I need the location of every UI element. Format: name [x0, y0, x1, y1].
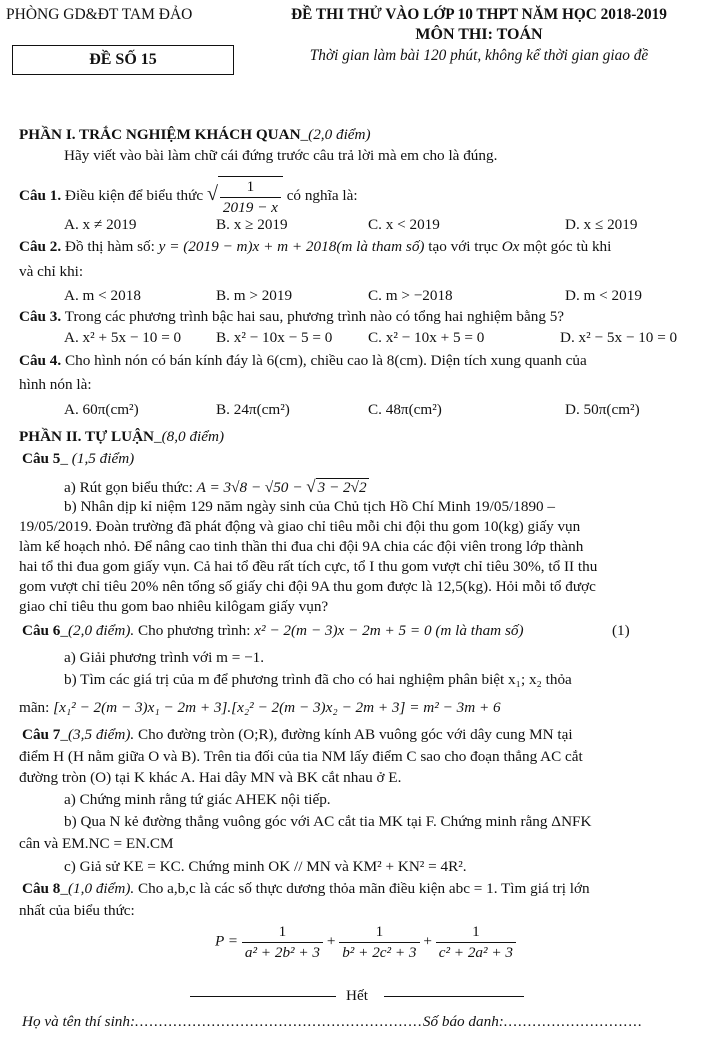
- axis-name: Ox: [501, 238, 520, 255]
- question-text: Cho đường tròn (O;R), đường kính AB vuông góc với dây cung MN tại: [138, 726, 573, 743]
- q5b-line-4: hai tổ thi đua gom giấy vụn. Cả hai tổ đều rất tích cực, tổ I thu gom vượt chỉ tiêu 30%, tổ II thu: [19, 558, 598, 575]
- condition-label: mãn:: [19, 699, 50, 716]
- condition-formula: [x₁² − 2(m − 3)x₁ − 2m + 3].[x₂² − 2(m − 3)x₂ − 2m + 3] = m² − 3m + 6: [53, 699, 501, 716]
- question-label: Câu 4.: [19, 352, 62, 369]
- function-formula: y = (2019 − m)x + m + 2018: [158, 238, 337, 255]
- fraction-numerator: 1: [220, 177, 281, 198]
- fraction-numerator: 1: [436, 922, 516, 943]
- candidate-name-field: [22, 1012, 643, 1032]
- exam-subject: MÔN THI: TOÁN: [415, 25, 543, 43]
- part2-points: _(8,0 điểm): [154, 428, 225, 445]
- end-divider-left: [190, 996, 336, 997]
- fraction-3: [436, 922, 516, 963]
- question-label: Câu 5: [22, 450, 61, 467]
- name-dots: ............................................................: [135, 1013, 423, 1030]
- question-6b-condition: [19, 698, 710, 718]
- q5b-line-3: làm kế hoạch nhỏ. Để nâng cao tinh thần thi đua chi đội 9A chia các đội viên trong lớp thành: [19, 538, 584, 555]
- question-7b-line2: cân và EM.NC = EN.CM: [19, 835, 174, 852]
- question-6: [22, 621, 710, 641]
- fraction: [218, 176, 283, 218]
- option-b: B. 24π(cm²): [216, 401, 290, 418]
- question-text: Điều kiện để biểu thức: [65, 187, 204, 205]
- parameter-note: (m là tham số): [435, 622, 524, 639]
- candidate-id-label: Số báo danh:: [422, 1013, 504, 1030]
- question-points: _(3,5 điểm).: [60, 726, 135, 743]
- exam-title-block: [244, 5, 714, 66]
- question-2-line2: và chỉ khi:: [19, 263, 84, 280]
- question-2: [19, 237, 710, 257]
- question-label: Câu 2.: [19, 238, 62, 255]
- question-7: [22, 725, 710, 745]
- question-points: _ (1,5 điểm): [60, 450, 135, 467]
- p-label: P =: [215, 932, 239, 950]
- fraction-numerator: 1: [339, 922, 419, 943]
- department-name: PHÒNG GD&ĐT TAM ĐẢO: [6, 6, 193, 23]
- question-4-line2: hình nón là:: [19, 376, 92, 393]
- end-divider-right: [384, 996, 524, 997]
- q5b-line-5: gom vượt chỉ tiêu 20% nên tổng số giấy chi đội 9A thu gom được là 12,5(kg). Hỏi mỗi tổ được: [19, 578, 596, 595]
- option-a: A. m < 2018: [64, 287, 141, 304]
- option-d: D. x ≤ 2019: [565, 216, 638, 233]
- expression-p: [215, 922, 516, 963]
- sqrt-sign: √: [306, 477, 316, 496]
- question-5: [22, 449, 710, 469]
- q5b-line-2: 19/05/2019. Đoàn trường đã phát động và giao chỉ tiêu mỗi chi đội thu gom 10(kg) giấy vụn: [19, 518, 581, 535]
- equation: x² − 2(m − 3)x − 2m + 5 = 0: [254, 622, 432, 639]
- equation-number: (1): [612, 622, 630, 639]
- question-label: Câu 7: [22, 726, 61, 743]
- question-8-line2: nhất của biểu thức:: [19, 902, 135, 919]
- question-text-after: có nghĩa là:: [286, 187, 358, 205]
- part1-instruction: Hãy viết vào bài làm chữ cái đứng trước câu trả lời mà em cho là đúng.: [64, 147, 498, 164]
- option-b: B. m > 2019: [216, 287, 293, 304]
- id-dots: .............................: [503, 1013, 643, 1030]
- option-d: D. m < 2019: [565, 287, 642, 304]
- plus-sign: +: [326, 932, 336, 950]
- question-1: [19, 176, 710, 218]
- option-d: D. x² − 5x − 10 = 0: [560, 329, 678, 346]
- question-8: [22, 879, 710, 899]
- option-c: C. m > −2018: [368, 287, 453, 304]
- option-a: A. x² + 5x − 10 = 0: [64, 329, 182, 346]
- option-a: A. x ≠ 2019: [64, 216, 137, 233]
- candidate-name-label: Họ và tên thí sinh:: [22, 1013, 136, 1030]
- question-label: Câu 1.: [19, 187, 62, 205]
- question-text: Cho phương trình:: [138, 622, 251, 639]
- question-3: [19, 307, 710, 327]
- question-7a: a) Chứng minh rằng tứ giác AHEK nội tiếp.: [64, 791, 331, 808]
- fraction-numerator: 1: [242, 922, 323, 943]
- question-6b: b) Tìm các giá trị của m để phương trình đã cho có hai nghiệm phân biệt x₁; x₂ thỏa: [64, 671, 572, 688]
- question-text: Đồ thị hàm số:: [65, 238, 155, 255]
- plus-sign: +: [423, 932, 432, 950]
- end-marker: Hết: [346, 987, 368, 1004]
- option-c: C. x < 2019: [368, 216, 440, 233]
- fraction-2: [339, 922, 419, 963]
- exam-code-box: ĐỀ SỐ 15: [12, 45, 234, 75]
- fraction-1: [242, 922, 323, 963]
- q5b-line-1: b) Nhân dịp kỉ niệm 129 năm ngày sinh của Chủ tịch Hồ Chí Minh 19/05/1890 –: [64, 498, 556, 515]
- option-c: C. x² − 10x + 5 = 0: [368, 329, 485, 346]
- question-5a: [64, 476, 710, 498]
- option-a: A. 60π(cm²): [64, 401, 139, 418]
- question-4: [19, 351, 710, 371]
- question-text: Cho hình nón có bán kính đáy là 6(cm), chiều cao là 8(cm). Diện tích xung quanh của: [65, 352, 587, 369]
- expression: A = 3√8 − √50 −: [196, 479, 307, 496]
- option-b: B. x² − 10x − 5 = 0: [216, 329, 333, 346]
- subquestion-text: a) Rút gọn biểu thức:: [64, 479, 193, 496]
- question-text-end: một góc tù khi: [523, 238, 612, 255]
- fraction-denominator: a² + 2b² + 3: [244, 943, 321, 961]
- question-7-line3: đường tròn (O) tại K khác A. Hai dây MN và BK cắt nhau ở E.: [19, 769, 402, 786]
- question-points: _(2,0 điểm).: [60, 622, 135, 639]
- exam-title: ĐỀ THI THỬ VÀO LỚP 10 THPT NĂM HỌC 2018-2019: [291, 6, 667, 23]
- question-6a: a) Giải phương trình với m = −1.: [64, 649, 265, 666]
- expression-root: 3 − 2√2: [317, 479, 367, 496]
- question-text-mid: tạo với trục: [428, 238, 498, 255]
- question-label: Câu 6: [22, 622, 61, 639]
- question-7b: b) Qua N kẻ đường thẳng vuông góc với AC cắt tia MK tại F. Chứng minh rằng ΔNFK: [64, 813, 592, 830]
- sqrt-sign: √: [206, 183, 218, 206]
- fraction-denominator: 2019 − x: [222, 198, 278, 216]
- part1-heading: [19, 125, 710, 145]
- option-d: D. 50π(cm²): [565, 401, 640, 418]
- q5b-line-6: giao chỉ tiêu thu gom bao nhiêu kilôgam giấy vụn?: [19, 598, 329, 615]
- question-label: Câu 3.: [19, 308, 62, 325]
- question-7c: c) Giả sử KE = KC. Chứng minh OK // MN và KM² + KN² = 4R².: [64, 858, 467, 875]
- exam-time-note: Thời gian làm bài 120 phút, không kể thời gian giao đề: [309, 46, 649, 64]
- option-b: B. x ≥ 2019: [216, 216, 288, 233]
- parameter-note: (m là tham số): [336, 238, 425, 255]
- part1-points: _(2,0 điểm): [300, 126, 371, 143]
- part1-title: PHẦN I. TRẮC NGHIỆM KHÁCH QUAN: [19, 126, 301, 143]
- question-text: Trong các phương trình bậc hai sau, phương trình nào có tổng hai nghiệm bằng 5?: [64, 308, 565, 325]
- part2-title: PHẦN II. TỰ LUẬN: [19, 428, 155, 445]
- question-points: _(1,0 điểm).: [60, 880, 135, 897]
- fraction-denominator: b² + 2c² + 3: [342, 943, 417, 961]
- part2-heading: [19, 427, 710, 447]
- fraction-denominator: c² + 2a² + 3: [438, 943, 514, 961]
- question-7-line2: điểm H (H nằm giữa O và B). Trên tia đối của tia NM lấy điểm C sao cho đoạn thẳng AC cắt: [19, 748, 583, 765]
- question-label: Câu 8: [22, 880, 61, 897]
- option-c: C. 48π(cm²): [368, 401, 442, 418]
- question-text: Cho a,b,c là các số thực dương thỏa mãn điều kiện abc = 1. Tìm giá trị lớn: [138, 880, 590, 897]
